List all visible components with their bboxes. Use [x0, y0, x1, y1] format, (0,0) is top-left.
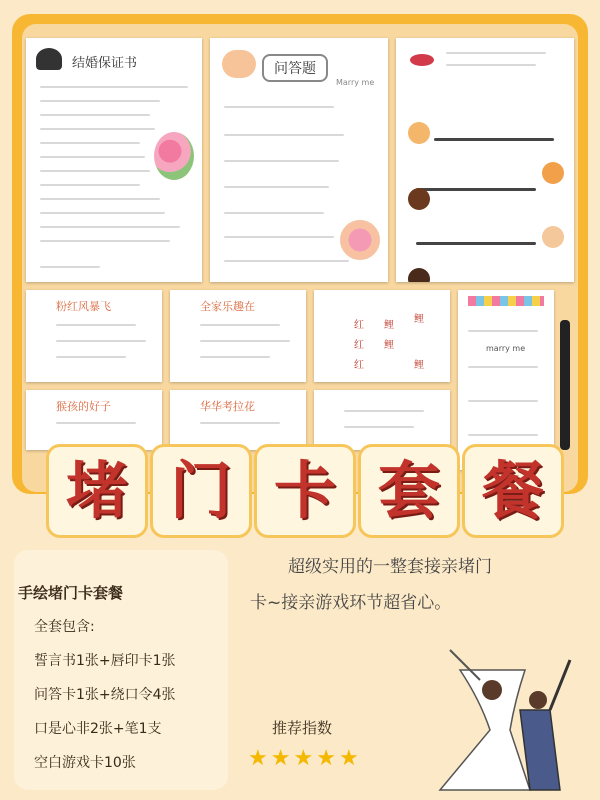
lips-icon — [410, 54, 434, 66]
tongue-twister-card-2 — [314, 390, 450, 450]
lip-print-card — [396, 38, 574, 282]
title-char: 门 — [169, 454, 232, 527]
title-char-box — [254, 444, 356, 538]
title-char-box — [46, 444, 148, 538]
game-card-1 — [26, 290, 162, 382]
game-card-title: 华华考拉花 — [200, 400, 255, 413]
tongue-twister-card-1: 红 鲤 鲤 红 鲤 红 鲤 — [314, 290, 450, 382]
star-icon: ★ — [293, 746, 314, 771]
pledge-card — [26, 38, 202, 282]
star-icon: ★ — [316, 746, 336, 771]
description-line-2: 卡~接亲游戏环节超省心。 — [250, 593, 452, 613]
title-char-box — [358, 444, 460, 538]
girl-avatar-icon — [542, 226, 564, 248]
star-icon: ★ — [248, 746, 268, 771]
girl-avatar-icon — [408, 268, 430, 282]
qa-title: 问答题 — [262, 54, 328, 82]
description-line-1: 超级实用的一整套接亲堵门 — [288, 557, 492, 577]
rating-label: 推荐指数 — [272, 719, 333, 737]
flower-bouquet-icon — [154, 132, 194, 180]
qa-card — [210, 38, 388, 282]
title-char: 堵 — [65, 454, 128, 527]
package-item: 誓言书1张+唇印卡1张 — [34, 653, 176, 669]
title-char: 卡 — [273, 454, 336, 527]
marker-pen-icon — [560, 320, 570, 450]
game-card-3 — [26, 390, 162, 450]
game-card-title: 猴孩的好子 — [56, 400, 111, 413]
game-card-title: 粉红风暴飞 — [56, 300, 111, 313]
game-card-2 — [170, 290, 306, 382]
package-item: 口是心非2张+笔1支 — [34, 721, 162, 737]
girl-avatar-icon — [408, 188, 430, 210]
flower-bouquet-icon — [340, 220, 380, 260]
game-card-title: 全家乐趣在 — [200, 300, 255, 313]
bunting-icon — [468, 296, 544, 306]
marry-me-card — [458, 290, 554, 470]
game-card-4 — [170, 390, 306, 450]
star-icon: ★ — [270, 746, 291, 771]
title-char: 套 — [377, 454, 440, 527]
girl-avatar-icon — [408, 122, 430, 144]
package-item: 问答卡1张+绕口令4张 — [34, 687, 176, 703]
marry-me-label: marry me — [486, 344, 526, 353]
package-item: 全套包含: — [34, 619, 95, 635]
title-char-box — [150, 444, 252, 538]
title-char-box — [462, 444, 564, 538]
bride-groom-illustration — [420, 640, 590, 795]
couple-avatar-icon — [222, 50, 256, 78]
title-char: 餐 — [481, 454, 544, 527]
rating-stars — [248, 748, 359, 770]
star-icon: ★ — [338, 746, 359, 771]
couple-icon — [36, 48, 62, 70]
qa-tag: Marry me — [336, 78, 375, 87]
girl-avatar-icon — [542, 162, 564, 184]
pledge-title: 结婚保证书 — [72, 56, 138, 71]
package-item: 空白游戏卡10张 — [34, 755, 136, 771]
package-title: 手绘堵门卡套餐 — [18, 584, 124, 602]
